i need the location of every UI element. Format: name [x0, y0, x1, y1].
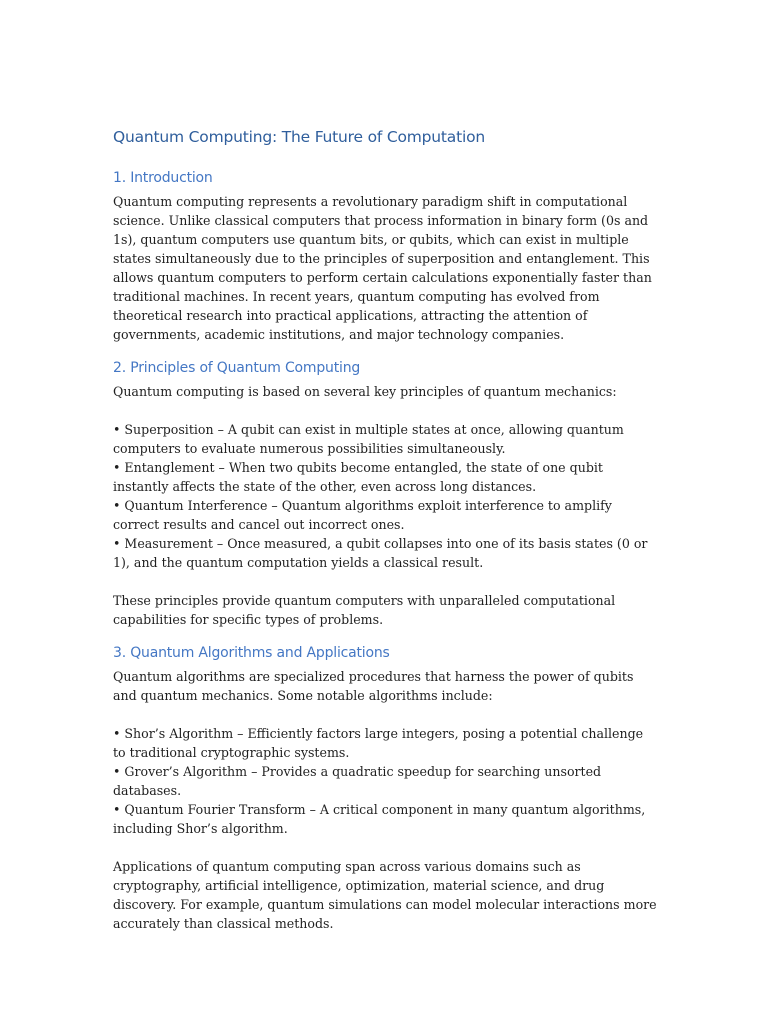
document-title: Quantum Computing: The Future of Computation [113, 128, 485, 146]
bullet-item: • Quantum Interference – Quantum algorithms exploit interference to amplify correct results and cancel out incorrect ones. [113, 498, 612, 532]
bullet-item: • Grover’s Algorithm – Provides a quadratic speedup for searching unsorted databases. [113, 764, 602, 798]
section-heading: 3. Quantum Algorithms and Applications [113, 645, 390, 661]
bullet-item: • Quantum Fourier Transform – A critical component in many quantum algorithms, including Shor’s algorithm. [113, 802, 646, 836]
bullet-item: • Measurement – Once measured, a qubit collapses into one of its basis states (0 or 1), and the quantum computation yields a classical result. [113, 536, 648, 570]
bullet-item: • Superposition – A qubit can exist in multiple states at once, allowing quantum computers to evaluate numerous possibilities simultaneously. [113, 422, 624, 456]
blank-line [113, 705, 657, 724]
section-heading: 1. Introduction [113, 170, 213, 186]
section-spacer [113, 344, 657, 358]
section-spacer [113, 629, 657, 643]
section-algorithms [113, 643, 657, 933]
blank-line [113, 572, 657, 591]
section-introduction [113, 168, 657, 344]
bullet-item: • Shor’s Algorithm – Efficiently factors large integers, posing a potential challenge to traditional cryptographic systems. [113, 726, 644, 760]
section-principles [113, 358, 657, 629]
bullet-item: • Entanglement – When two qubits become entangled, the state of one qubit instantly affects the state of the other, even across long distances. [113, 460, 603, 494]
section-closing: Applications of quantum computing span across various domains such as cryptography, artificial intelligence, optimization, material science, and drug discovery. For example, quantum simulations can model molecular interactions more accurately than classical methods. [113, 859, 657, 931]
section-heading: 2. Principles of Quantum Computing [113, 360, 361, 376]
blank-line [113, 838, 657, 857]
document-body [113, 120, 657, 933]
section-intro: Quantum algorithms are specialized procedures that harness the power of qubits and quantum mechanics. Some notable algorithms include: [113, 669, 634, 703]
section-paragraph: Quantum computing represents a revolutionary paradigm shift in computational science. Unlike classical computers that process information in binary form (0s and 1s), quantum computers use quantum bits, or qubits, which can exist in multiple states simultaneously due to the principles of superposition and entanglement. This allows quantum computers to perform certain calculations exponentially faster than traditional machines. In recent years, quantum computing has evolved from theoretical research into practical applications, attracting the attention of governments, academic institutions, and major technology companies. [113, 194, 652, 342]
blank-line [113, 401, 657, 420]
section-closing: These principles provide quantum computers with unparalleled computational capabilities for specific types of problems. [113, 593, 616, 627]
section-intro: Quantum computing is based on several key principles of quantum mechanics: [113, 384, 617, 399]
